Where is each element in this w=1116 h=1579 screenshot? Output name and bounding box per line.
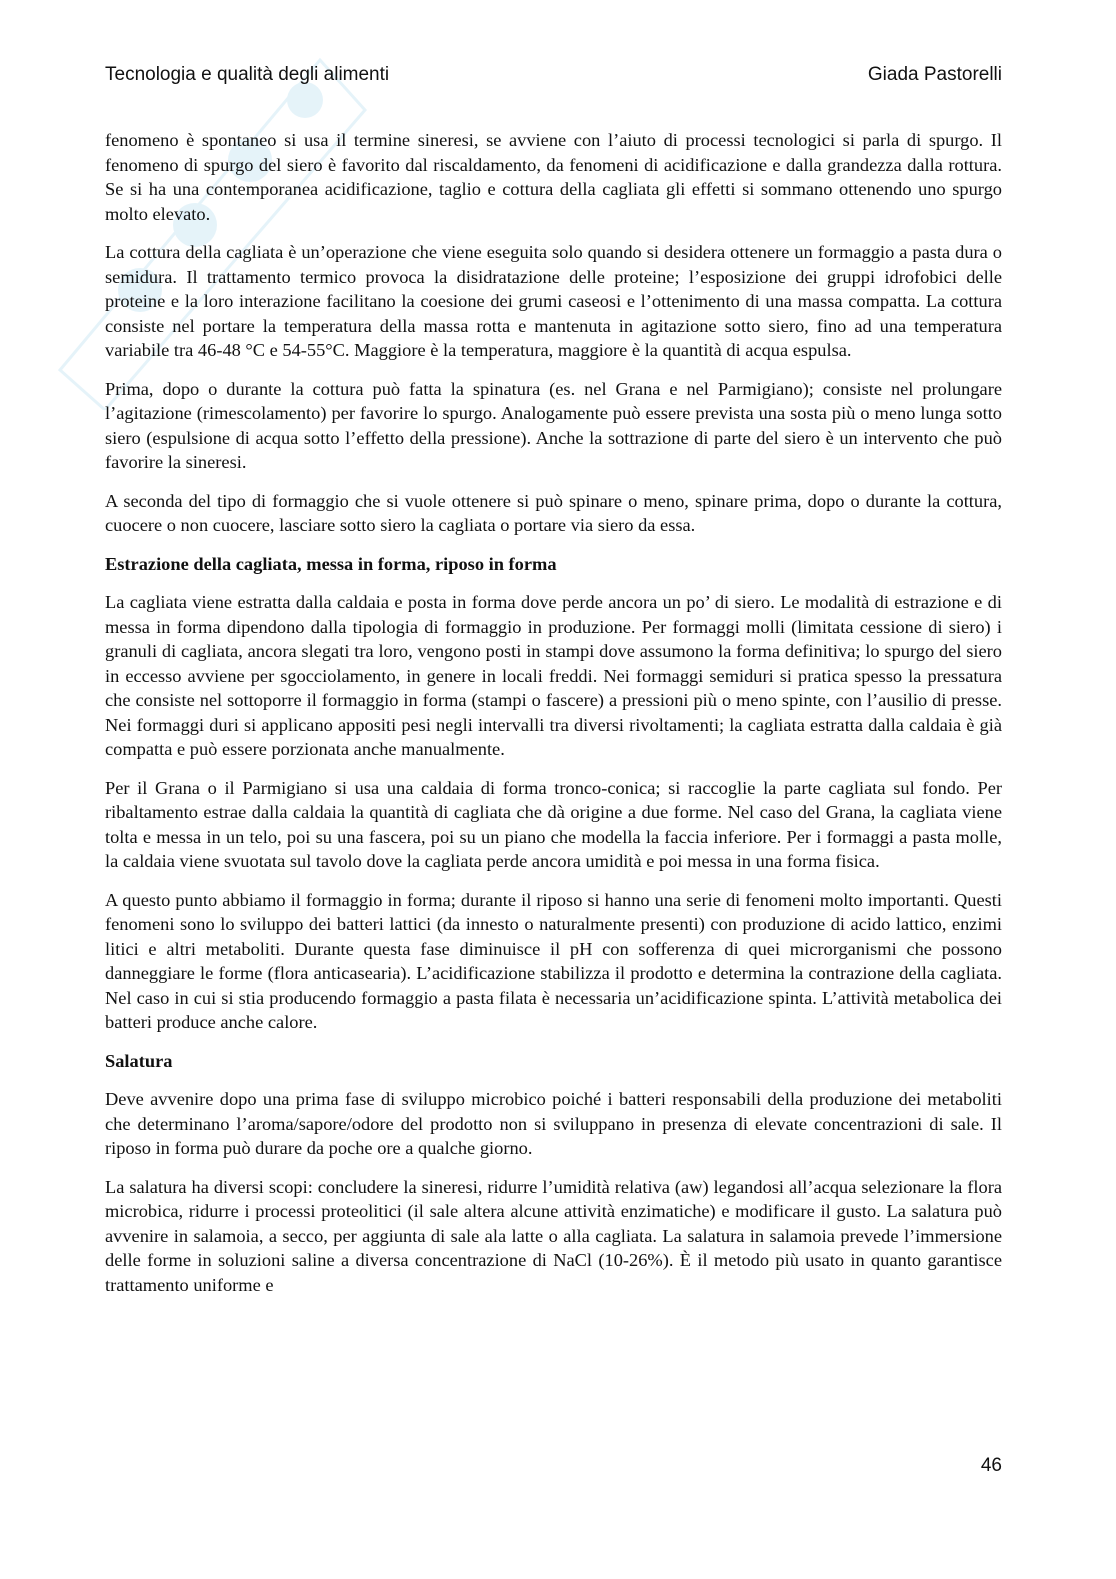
paragraph-salatura-tempi: Deve avvenire dopo una prima fase di sviluppo microbico poiché i batteri responsabili della produzione dei metaboliti che determinano l’aroma/sapore/odore del prodotto non si sviluppano in presenza di elevate concentrazioni di sale. Il riposo in forma può durare da poche ore a qualche giorno.: [105, 1089, 1002, 1158]
section-heading-salatura: Salatura: [105, 1050, 173, 1071]
paragraph-sineresi: fenomeno è spontaneo si usa il termine sineresi, se avviene con l’aiuto di processi tecnologici si parla di spurgo. Il fenomeno di spurgo del siero è favorito dal riscaldamento, da fenomeni di acidificazione e dalla grandezza dalla rottura. Se si ha una contemporanea acidificazione, taglio e cottura della cagliata gli effetti si sommano ottenendo uno spurgo molto elevato.: [105, 130, 1002, 224]
header-course-title: Tecnologia e qualità degli alimenti: [105, 64, 390, 85]
header-author: Giada Pastorelli: [867, 64, 1002, 85]
paragraph-grana-parmigiano: Per il Grana o il Parmigiano si usa una caldaia di forma tronco-conica; si raccoglie la parte cagliata sul fondo. Per ribaltamento estrae dalla caldaia la quantità di cagliata che dà origine a due forme. Nel caso del Grana, la cagliata viene tolta e messa in un telo, poi su una fascera, poi su un piano che modella la faccia inferiore. Per i formaggi a pasta molle, la caldaia viene svuotata sul tavolo dove la cagliata perde ancora umidità e poi messa in una forma fisica.: [105, 777, 1002, 871]
watermark-mark-4: [287, 82, 323, 118]
paragraph-cottura: La cottura della cagliata è un’operazione che viene eseguita solo quando si desidera ottenere un formaggio a pasta dura o semidura. Il trattamento termico provoca la disidratazione delle proteine; l’esposizione dei gruppi idrofobici delle proteine e la loro interazione facilitano la coesione dei grumi caseosi e l’ottenimento di una massa compatta. La cottura consiste nel portare la temperatura della massa rotta e mantenuta in agitazione sotto siero, fino ad una temperatura variabile tra 46-48 °C e 54-55°C. Maggiore è la temperatura, maggiore è la quantità di acqua espulsa.: [105, 242, 1002, 360]
document-body: [105, 128, 1002, 1311]
paragraph-spinatura: Prima, dopo o durante la cottura può fatta la spinatura (es. nel Grana e nel Parmigiano); consiste nel prolungare l’agitazione (rimescolamento) per favorire lo spurgo. Analogamente può essere prevista una sosta più o meno lunga sotto siero (espulsione di acqua sotto l’effetto della pressione). Anche la sottrazione di parte del siero è un intervento che può favorire la sineresi.: [105, 378, 1002, 472]
page-number: 46: [980, 1455, 1002, 1476]
paragraph-estrazione: La cagliata viene estratta dalla caldaia e posta in forma dove perde ancora un po’ di siero. Le modalità di estrazione e di messa in forma dipendono dalla tipologia di formaggio in produzione. Per formaggi molli (limitata cessione di siero) i granuli di cagliata, ancora slegati tra loro, vengono posti in stampi dove assumono la forma definitiva; lo spurgo del siero in eccesso avviene per sgocciolamento, in genere in locali freddi. Nei formaggi semiduri si pratica spesso la pressatura che consiste nel sottoporre il formaggio in forma (stampi o fascere) a pressioni più o meno spinte, con l’ausilio di presse. Nei formaggi duri si applicano appositi pesi negli intervalli tra diversi rivoltamenti; la cagliata estratta dalla caldaia è già compatta e può essere porzionata anche manualmente.: [105, 592, 1002, 759]
paragraph-salatura-scopi: La salatura ha diversi scopi: concludere la sineresi, ridurre l’umidità relativa (aw) legandosi all’acqua selezionare la flora microbica, ridurre i processi proteolitici (il sale altera alcune attività enzimatiche) e modificare il gusto. La salatura può avvenire in salamoia, a secco, per aggiunta di sale ala latte o alla cagliata. La salatura in salamoia prevede l’immersione delle forme in soluzioni saline a diversa concentrazione di NaCl (10-26%). È il metodo più usato in quanto garantisce trattamento uniforme e: [105, 1176, 1002, 1295]
paragraph-tipo-formaggio: A seconda del tipo di formaggio che si vuole ottenere si può spinare o meno, spinare prima, dopo o durante la cottura, cuocere o non cuocere, lasciare sotto siero la cagliata o portare via siero da essa.: [105, 490, 1002, 535]
paragraph-riposo: A questo punto abbiamo il formaggio in forma; durante il riposo si hanno una serie di fenomeni molto importanti. Questi fenomeni sono lo sviluppo dei batteri lattici (da innesto o naturalmente presenti) con produzione di acido lattico, enzimi litici e altri metaboliti. Durante questa fase diminuisce il pH con sofferenza di quei microrganismi che possono danneggiare le forme (flora anticasearia). L’acidificazione stabilizza il prodotto e determina la contrazione della cagliata. Nel caso in cui si stia producendo formaggio a pasta filata è necessaria un’acidificazione spinta. L’attività metabolica dei batteri produce anche calore.: [105, 889, 1002, 1032]
section-heading-estrazione: Estrazione della cagliata, messa in forma, riposo in forma: [105, 553, 557, 574]
